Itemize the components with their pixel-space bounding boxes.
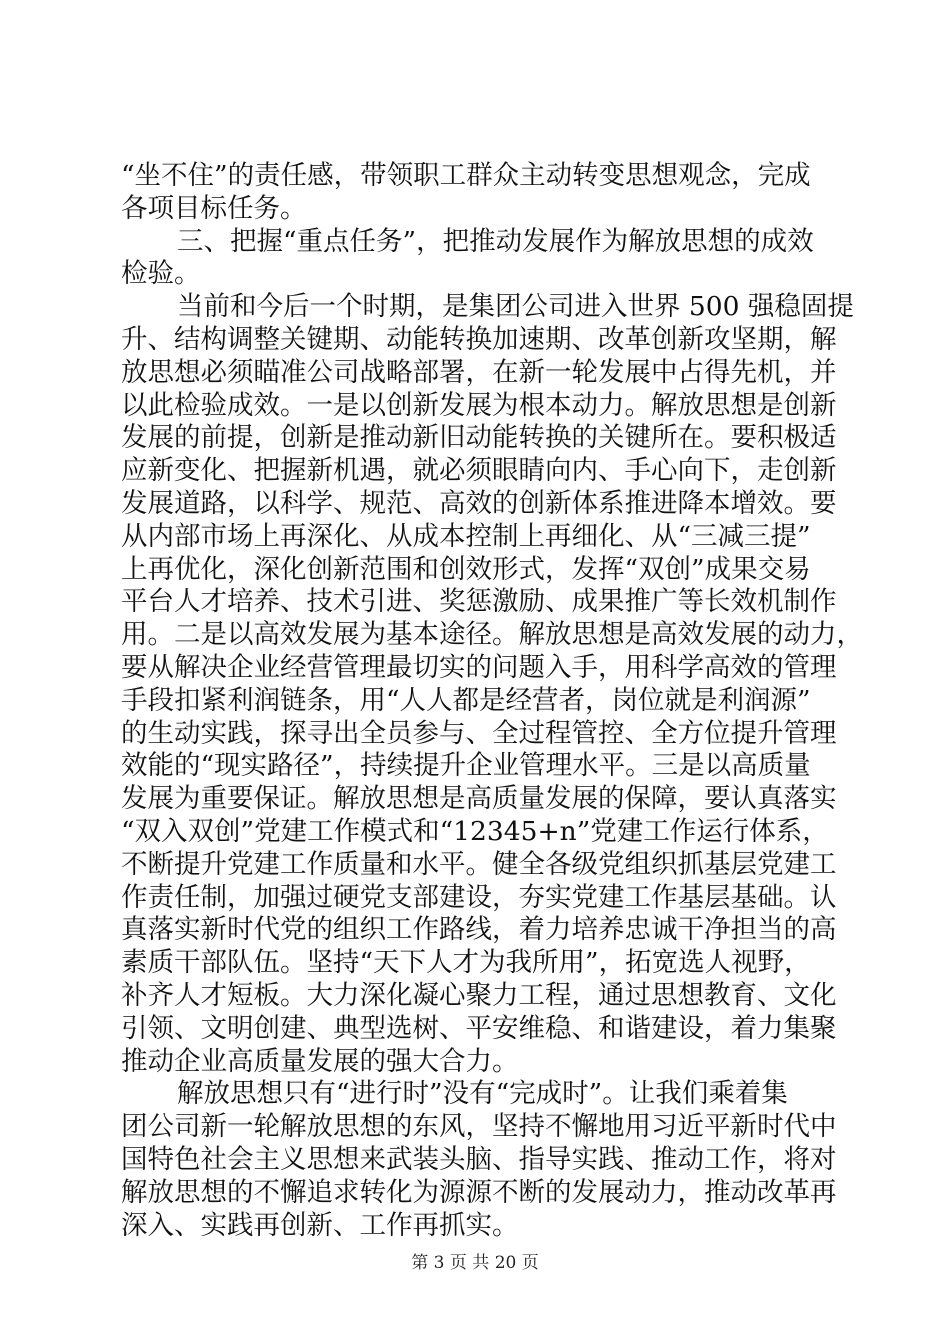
text-line: 当前和今后一个时期，是集团公司进入世界 500 强稳固提 (177, 291, 854, 323)
text-line: 手段扣紧利润链条，用“人人都是经营者，岗位就是利润源” (121, 684, 811, 716)
text-line: 解放思想的不懈追求转化为源源不断的发展动力，推动改革再 (121, 1176, 837, 1208)
text-line: 要从解决企业经营管理最切实的问题入手，用科学高效的管理 (121, 652, 837, 683)
text-line: 不断提升党建工作质量和水平。健全各级党组织抓基层党建工 (121, 848, 837, 880)
text-line: 的生动实践，探寻出全员参与、全过程管控、全方位提升管理 (121, 717, 837, 749)
text-line: 以此检验成效。一是以创新发展为根本动力。解放思想是创新 (121, 389, 837, 421)
text-line: 国特色社会主义思想来武装头脑、指导实践、推动工作，将对 (121, 1144, 837, 1175)
text-line: 解放思想只有“进行时”没有“完成时”。让我们乘着集 (177, 1078, 788, 1110)
text-line: 发展道路，以科学、规范、高效的创新体系推进降本增效。要 (121, 488, 837, 519)
text-line: 团公司新一轮解放思想的东风，坚持不懈地用习近平新时代中 (121, 1111, 837, 1143)
text-line: 用。二是以高效发展为基本途径。解放思想是高效发展的动力， (121, 619, 863, 651)
text-line: 各项目标任务。 (121, 192, 307, 224)
text-line: 三、把握“重点任务”，把推动发展作为解放思想的成效 (177, 225, 814, 257)
text-line: 补齐人才短板。大力深化凝心聚力工程，通过思想教育、文化 (121, 980, 837, 1011)
text-line: 作责任制，加强过硬党支部建设，夯实党建工作基层基础。认 (121, 881, 837, 913)
text-line: 上再优化，深化创新范围和创效形式，发挥“双创”成果交易 (121, 553, 811, 585)
text-line: 放思想必须瞄准公司战略部署，在新一轮发展中占得先机，并 (121, 356, 837, 388)
text-line: 升、结构调整关键期、动能转换加速期、改革创新攻坚期，解 (121, 324, 837, 355)
text-line: 真落实新时代党的组织工作路线，着力培养忠诚干净担当的高 (121, 914, 837, 946)
text-line: “坐不住”的责任感，带领职工群众主动转变思想观念，完成 (121, 160, 811, 191)
text-line: 效能的“现实路径”，持续提升企业管理水平。三是以高质量 (121, 750, 811, 782)
page-number-footer: 第 3 页 共 20 页 (411, 1253, 539, 1273)
text-line: “双入双创”党建工作模式和“12345+n”党建工作运行体系， (121, 816, 829, 847)
text-line: 应新变化、把握新机遇，就必须眼睛向内、手心向下，走创新 (121, 455, 837, 487)
text-line: 深入、实践再创新、工作再抓实。 (121, 1209, 519, 1241)
text-line: 平台人才培养、技术引进、奖惩激励、成果推广等长效机制作 (121, 586, 837, 618)
text-line: 检验。 (121, 258, 201, 290)
text-line: 推动企业高质量发展的强大合力。 (121, 1045, 519, 1077)
text-line: 引领、文明创建、典型选树、平安维稳、和谐建设，着力集聚 (121, 1012, 837, 1044)
text-line: 素质干部队伍。坚持“天下人才为我所用”，拓宽选人视野， (121, 947, 811, 979)
text-line: 发展的前提，创新是推动新旧动能转换的关键所在。要积极适 (121, 422, 837, 454)
text-line: 发展为重要保证。解放思想是高质量发展的保障，要认真落实 (121, 783, 837, 815)
text-line: 从内部市场上再深化、从成本控制上再细化、从“三减三提” (121, 520, 811, 552)
